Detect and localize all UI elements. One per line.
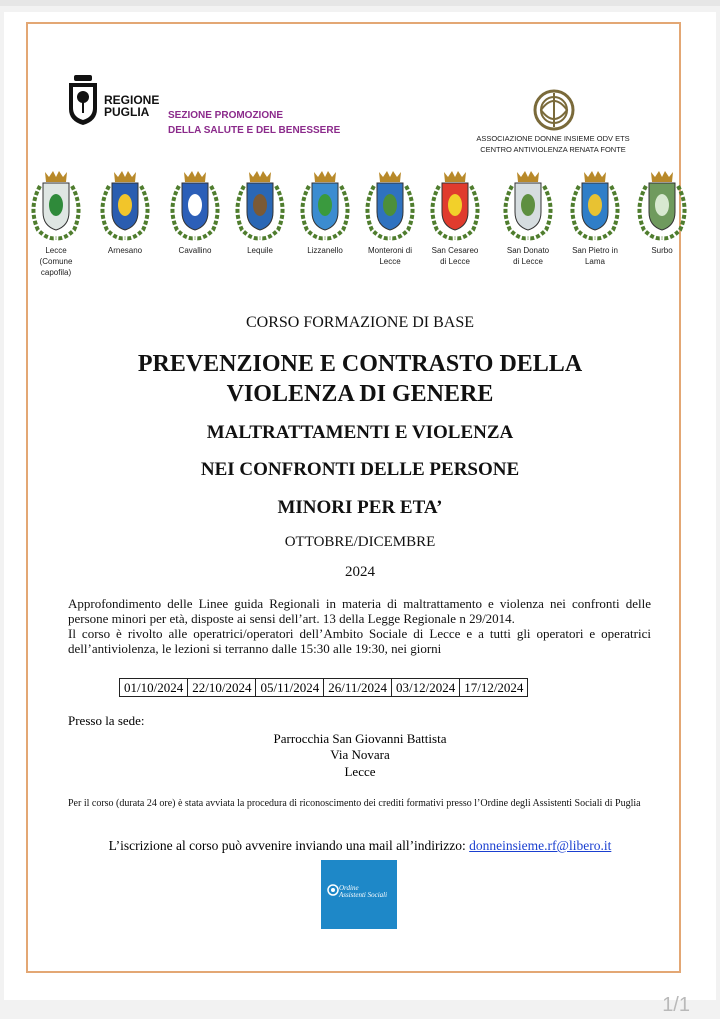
municipality-label-line2: (Comune: [39, 257, 73, 266]
municipality-label-line1: Surbo: [651, 246, 673, 255]
municipal-crest-icon: [295, 168, 355, 244]
main-title-line2: VIOLENZA DI GENERE: [226, 381, 494, 407]
registration-text: L’iscrizione al corso può avvenire inviando una mail all’indirizzo:: [108, 838, 470, 853]
course-type: CORSO FORMAZIONE DI BASE: [245, 314, 475, 331]
municipal-crest-icon: [632, 168, 692, 244]
municipality-label-line2: di Lecce: [513, 257, 543, 266]
municipality-label-line1: Lecce: [45, 246, 67, 255]
credits-note: Per il corso (durata 24 ore) è stata avviata la procedura di riconoscimento dei crediti formativi presso l’Ordine degli Assistenti Sociali di Puglia: [68, 798, 641, 809]
municipality-label: [160, 245, 230, 256]
venue-city: Lecce: [344, 764, 376, 779]
oas-line2: Assistenti Sociali: [339, 891, 388, 899]
page-indicator: 1/1: [662, 994, 690, 1016]
regione-name-line1: REGIONE: [104, 93, 160, 107]
municipal-crest-icon: [360, 168, 420, 244]
description-paragraph: [68, 596, 651, 656]
venue-street: Via Novara: [330, 747, 390, 762]
municipal-crest-icon: [565, 168, 625, 244]
oas-emblem-icon: [327, 884, 339, 896]
municipal-crest-icon: [165, 168, 225, 244]
venue-name: Parrocchia San Giovanni Battista: [273, 731, 447, 746]
municipal-crest-icon: [425, 168, 485, 244]
municipal-crest-icon: [498, 168, 558, 244]
oas-line1: Ordine: [339, 884, 359, 892]
description-p1: Approfondimento delle Linee guida Regionali in materia di maltrattamento e violenza nei confronti delle persone minori per età, disposte ai sensi dell’art. 13 della Legge Regionale n 29/2014.: [68, 596, 651, 626]
dates-table: [119, 678, 528, 697]
municipality-label: [21, 245, 91, 278]
course-period: OTTOBRE/DICEMBRE: [284, 534, 436, 550]
municipality-label: [560, 245, 630, 267]
municipality-label: [290, 245, 360, 256]
date-cell: 26/11/2024: [324, 679, 392, 697]
municipality-label-line1: San Pietro in: [572, 246, 618, 255]
assoc-line2: CENTRO ANTIVIOLENZA RENATA FONTE: [480, 145, 626, 154]
municipality-label-line2: Lecce: [379, 257, 401, 266]
regione-puglia-name: [104, 94, 159, 118]
municipality-label-line1: Arnesano: [107, 246, 143, 255]
municipality-label-line1: San Cesareo: [431, 246, 479, 255]
municipal-crest-icon: [95, 168, 155, 244]
sezione-promozione-text: [168, 108, 340, 138]
date-cell: 22/10/2024: [188, 679, 256, 697]
municipal-crest-icon: [230, 168, 290, 244]
viewer-top-bar: [0, 0, 720, 6]
municipality-label-line1: San Donato: [506, 246, 550, 255]
municipality-label-line2: Lama: [584, 257, 605, 266]
date-cell: 05/11/2024: [256, 679, 324, 697]
main-title: [0, 349, 720, 409]
municipality-label-line1: Lizzanello: [307, 246, 343, 255]
subtitle-line3: MINORI PER ETA’: [277, 497, 443, 518]
municipality-label: [627, 245, 697, 256]
municipality-label: [90, 245, 160, 256]
date-cell: 01/10/2024: [120, 679, 188, 697]
sezione-line1: SEZIONE PROMOZIONE: [168, 110, 284, 121]
ordine-assistenti-sociali-logo: [321, 860, 397, 929]
date-cell: 03/12/2024: [391, 679, 459, 697]
registration-line: [0, 838, 720, 854]
municipality-label-line1: Lequile: [247, 246, 273, 255]
assoc-line1: ASSOCIAZIONE DONNE INSIEME ODV ETS: [476, 134, 630, 143]
description-p2: Il corso è rivolto alle operatrici/operatori dell’Ambito Sociale di Lecce e a tutti gli operatori e operatrici dell’antiviolenza, le lezioni si terranno dalle 15:30 alle 19:30, nei giorni: [68, 626, 651, 656]
date-cell: 17/12/2024: [460, 679, 528, 697]
municipality-label: [225, 245, 295, 256]
municipality-label-line2: di Lecce: [440, 257, 470, 266]
dates-row: [120, 679, 528, 697]
course-year: 2024: [345, 564, 375, 580]
regione-puglia-logo-icon: [66, 75, 100, 125]
associazione-text: [458, 133, 648, 155]
municipality-label: [355, 245, 425, 267]
municipality-label-line1: Cavallino: [178, 246, 212, 255]
subtitle-line2: NEI CONFRONTI DELLE PERSONE: [200, 459, 520, 480]
oas-logo-text: [339, 885, 387, 899]
registration-email-link[interactable]: donneinsieme.rf@libero.it: [469, 838, 612, 853]
municipality-label: [420, 245, 490, 267]
venue-label: Presso la sede:: [68, 713, 145, 728]
sezione-line2: DELLA SALUTE E DEL BENESSERE: [168, 125, 341, 136]
municipality-label-line3: capofila): [40, 268, 72, 277]
main-title-line1: PREVENZIONE E CONTRASTO DELLA: [137, 351, 583, 377]
associazione-logo-icon: [530, 88, 578, 132]
municipal-crest-icon: [26, 168, 86, 244]
municipality-label-line1: Monteroni di: [367, 246, 413, 255]
regione-name-line2: PUGLIA: [104, 105, 150, 119]
municipality-label: [493, 245, 563, 267]
subtitle-line1: MALTRATTAMENTI E VIOLENZA: [206, 422, 514, 443]
